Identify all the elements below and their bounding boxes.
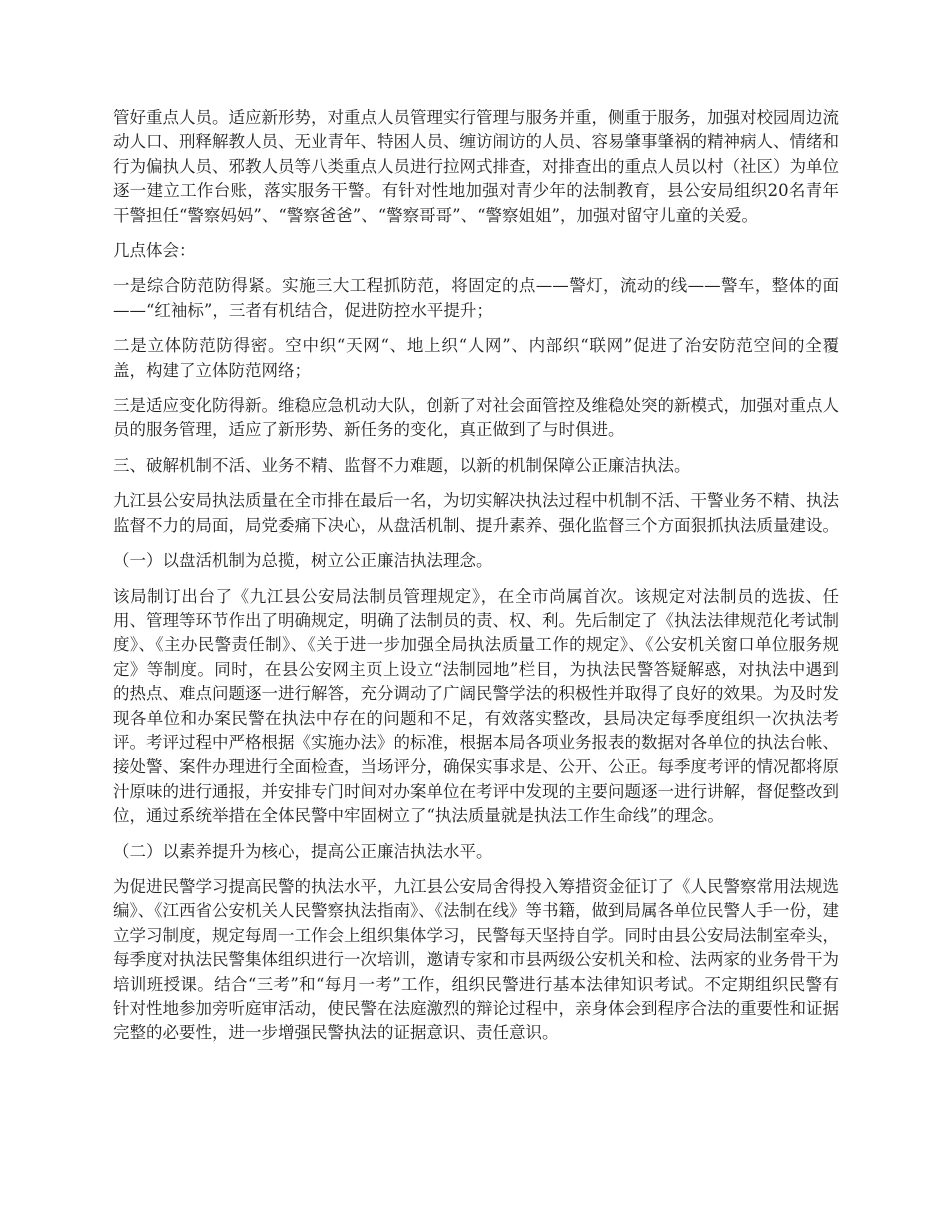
paragraph-legal-officer-rules: 该局制订出台了《九江县公安局法制员管理规定》，在全市尚属首次。该规定对法制员的选拔、任用、管理等环节作出了明确规定，明确了法制员的责、权、利。先后制定了《执法法律规范化考试制度》、《主办民警责任制》、《关于进一步加强全局执法质量工作的规定》、《公安机关窗口单位服务规定》等制度。同时，在县公安网主页上设立“法制园地”栏目，为执法民警答疑解惑，对执法中遇到的热点、难点问题逐一进行解答，充分调动了广阔民警学法的积极性并取得了良好的效果。为及时发现各单位和办案民警在执法中存在的问题和不足，有效落实整改，县局决定每季度组织一次执法考评。考评过程中严格根据《实施办法》的标准，根据本局各项业务报表的数据对各单位的执法台帐、接处警、案件办理进行全面检查，当场评分，确保实事求是、公开、公正。每季度考评的情况都将原汁原味的进行通报，并安排专门时间对办案单位在考评中发现的主要问题逐一进行讲解，督促整改到位，通过系统举措在全体民警中牢固树立了“执法质量就是执法工作生命线”的理念。	[113, 586, 839, 826]
paragraph-adaptive-prevention: 三是适应变化防得新。维稳应急机动大队，创新了对社会面管控及维稳处突的新模式，加强对重点人员的服务管理，适应了新形势、新任务的变化，真正做到了与时俱进。	[113, 396, 839, 440]
paragraph-experiences-heading: 几点体会：	[113, 241, 196, 261]
paragraph-stereo-prevention: 二是立体防范防得密。空中织“天网“、地上织“人网”、内部织“联网”促进了治安防范空间的全覆盖，构建了立体防范网络；	[113, 336, 839, 380]
paragraph-comprehensive-prevention: 一是综合防范防得紧。实施三大工程抓防范，将固定的点——警灯，流动的线——警车，整体的面——“红袖标”，三者有机结合，促进防控水平提升；	[113, 276, 839, 320]
document-body	[113, 106, 839, 1057]
subsection-heading-two: （二）以素养提升为核心，提高公正廉洁执法水平。	[113, 841, 493, 861]
section-heading-three: 三、破解机制不活、业务不精、监督不力难题，以新的机制保障公正廉洁执法。	[113, 455, 691, 475]
paragraph-key-personnel: 管好重点人员。适应新形势，对重点人员管理实行管理与服务并重，侧重于服务，加强对校园周边流动人口、刑释解教人员、无业青年、特困人员、缠访闹访的人员、容易肇事肇祸的精神病人、情绪和行为偏执人员、邪教人员等八类重点人员进行拉网式排查，对排查出的重点人员以村（社区）为单位逐一建立工作台账，落实服务干警。有针对性地加强对青少年的法制教育，县公安局组织20名青年干警担任“警察妈妈”、“警察爸爸”、“警察哥哥”、“警察姐姐”，加强对留守儿童的关爱。	[113, 108, 839, 225]
paragraph-training: 为促进民警学习提高民警的执法水平，九江县公安局舍得投入筹措资金征订了《人民警察常用法规选编》、《江西省公安机关人民警察执法指南》、《法制在线》等书籍，做到局属各单位民警人手一份，建立学习制度，规定每周一工作会上组织集体学习，民警每天坚持自学。同时由县公安局法制室牵头，每季度对执法民警集体组织进行一次培训，邀请专家和市县两级公安机关和检、法两家的业务骨干为培训班授课。结合“三考”和“每月一考”工作，组织民警进行基本法律知识考试。不定期组织民警有针对性地参加旁听庭审活动，使民警在法庭激烈的辩论过程中，亲身体会到程序合法的重要性和证据完整的必要性，进一步增强民警执法的证据意识、责任意识。	[113, 876, 839, 1043]
subsection-heading-one: （一）以盘活机制为总揽，树立公正廉洁执法理念。	[113, 551, 493, 571]
paragraph-enforcement-quality: 九江县公安局执法质量在全市排在最后一名，为切实解决执法过程中机制不活、干警业务不精、执法监督不力的局面，局党委痛下决心，从盘活机制、提升素养、强化监督三个方面狠抓执法质量建设。	[113, 491, 839, 535]
